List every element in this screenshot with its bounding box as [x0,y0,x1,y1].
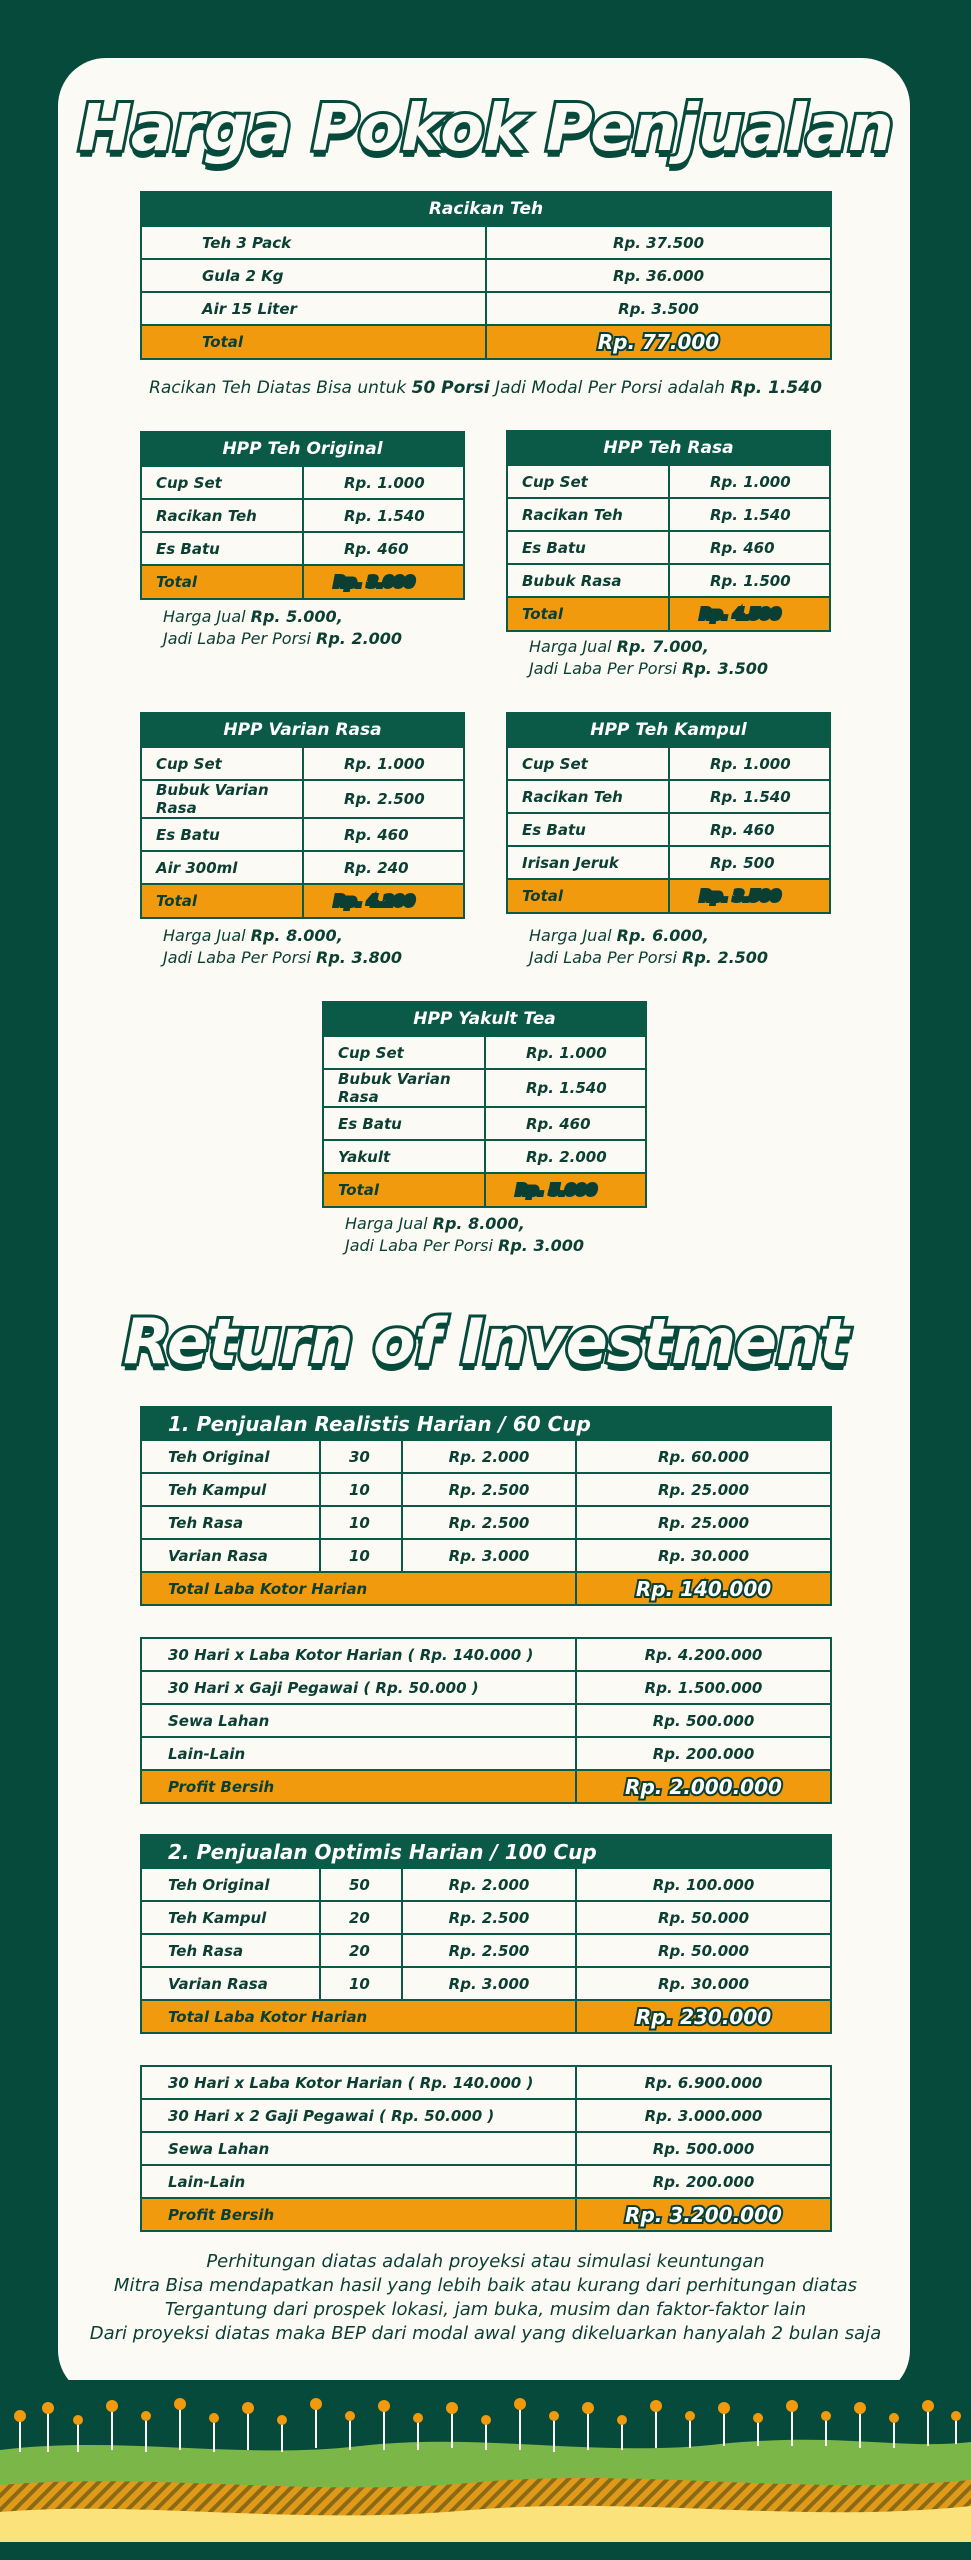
cost-item: Lain-Lain [141,1737,576,1770]
price: Rp. 460 [303,818,464,851]
price: Rp. 240 [303,851,464,884]
racikan-price: Rp. 3.500 [486,292,831,325]
subtotal: Rp. 50.000 [576,1901,831,1934]
product: Teh Rasa [141,1506,320,1539]
varian-rasa-note: Harga Jual Rp. 8.000, Jadi Laba Per Porsi Rp. 3.800 [163,926,403,967]
unit-profit: Rp. 3.000 [402,1967,576,2000]
disclaimer-line: Dari proyeksi diatas maka BEP dari modal awal yang dikeluarkan hanyalah 2 bulan saja [89,2323,882,2344]
qty: 10 [320,1967,402,2000]
subtotal: Rp. 60.000 [576,1440,831,1473]
roi-realistis-cost-table [140,1637,832,1804]
hpp-title: Harga Pokok Penjualan [78,92,893,166]
product: Teh Rasa [141,1934,320,1967]
price: Rp. 460 [669,813,830,846]
racikan-table [140,191,832,360]
item: Yakult [323,1140,485,1173]
subtotal: Rp. 30.000 [576,1967,831,2000]
roi-optimis-cost-table [140,2065,832,2232]
cost-item: 30 Hari x Laba Kotor Harian ( Rp. 140.000 ) [141,2066,576,2099]
qty: 10 [320,1506,402,1539]
product: Varian Rasa [141,1539,320,1572]
cost-item: 30 Hari x Laba Kotor Harian ( Rp. 140.000 ) [141,1638,576,1671]
total-label: Total [507,597,669,631]
hpp-yakult-tea-table [322,1001,647,1208]
item: Es Batu [141,818,303,851]
cost-value: Rp. 1.500.000 [576,1671,831,1704]
item: Racikan Teh [141,499,303,532]
racikan-note: Racikan Teh Diatas Bisa untuk 50 Porsi Jadi Modal Per Porsi adalah Rp. 1.540 [149,378,822,398]
hpp-teh-kampul-table [506,712,831,914]
teh-rasa-note: Harga Jual Rp. 7.000, Jadi Laba Per Porsi Rp. 3.500 [529,637,769,678]
roi-section-title: 1. Penjualan Realistis Harian / 60 Cup [141,1407,831,1440]
price: Rp. 1.540 [303,499,464,532]
table-title: HPP Teh Original [141,432,464,466]
racikan-total: Rp. 77.000 [486,325,831,359]
gross-label: Total Laba Kotor Harian [141,1572,576,1605]
total: Rp. 3.500 [669,879,830,913]
table-title: HPP Yakult Tea [323,1002,646,1036]
product: Teh Kampul [141,1473,320,1506]
price: Rp. 500 [669,846,830,879]
profit-total: Rp. 3.200.000 [576,2198,831,2231]
table-title: HPP Teh Rasa [507,431,830,465]
gross-total: Rp. 140.000 [576,1572,831,1605]
racikan-total-label: Total [141,325,486,359]
cost-value: Rp. 500.000 [576,1704,831,1737]
price: Rp. 460 [303,532,464,565]
subtotal: Rp. 100.000 [576,1868,831,1901]
gross-label: Total Laba Kotor Harian [141,2000,576,2033]
total: Rp. 5.000 [485,1173,646,1207]
teh-original-note: Harga Jual Rp. 5.000, Jadi Laba Per Porsi Rp. 2.000 [163,607,403,648]
item: Es Batu [507,813,669,846]
price: Rp. 460 [669,531,830,564]
item: Irisan Jeruk [507,846,669,879]
item: Racikan Teh [507,498,669,531]
roi-title: Return of Investment [123,1305,848,1378]
item: Cup Set [141,466,303,499]
unit-profit: Rp. 2.500 [402,1506,576,1539]
cost-item: 30 Hari x 2 Gaji Pegawai ( Rp. 50.000 ) [141,2099,576,2132]
total: Rp. 3.000 [303,565,464,599]
roi-realistis-sales-table [140,1406,832,1606]
gross-total: Rp. 230.000 [576,2000,831,2033]
price: Rp. 1.000 [485,1036,646,1069]
disclaimer-line: Tergantung dari prospek lokasi, jam buka, musim dan faktor-faktor lain [164,2299,807,2320]
racikan-item: Teh 3 Pack [141,226,486,259]
price: Rp. 2.500 [303,780,464,818]
hpp-teh-rasa-table [506,430,831,632]
item: Cup Set [141,747,303,780]
profit-label: Profit Bersih [141,1770,576,1803]
price: Rp. 1.540 [669,780,830,813]
total-label: Total [323,1173,485,1207]
cost-item: Lain-Lain [141,2165,576,2198]
price: Rp. 1.540 [485,1069,646,1107]
item: Es Batu [507,531,669,564]
item: Es Batu [141,532,303,565]
price: Rp. 1.500 [669,564,830,597]
hpp-teh-original-table [140,431,465,600]
qty: 10 [320,1473,402,1506]
racikan-item: Air 15 Liter [141,292,486,325]
cost-value: Rp. 6.900.000 [576,2066,831,2099]
disclaimer-line: Perhitungan diatas adalah proyeksi atau simulasi keuntungan [206,2251,765,2272]
profit-total: Rp. 2.000.000 [576,1770,831,1803]
item: Cup Set [323,1036,485,1069]
unit-profit: Rp. 3.000 [402,1539,576,1572]
qty: 50 [320,1868,402,1901]
product: Teh Original [141,1440,320,1473]
cost-value: Rp. 200.000 [576,1737,831,1770]
unit-profit: Rp. 2.000 [402,1868,576,1901]
total: Rp. 4.500 [669,597,830,631]
yakult-tea-note: Harga Jual Rp. 8.000, Jadi Laba Per Porsi Rp. 3.000 [345,1214,585,1255]
total-label: Total [141,884,303,918]
racikan-price: Rp. 36.000 [486,259,831,292]
cost-item: 30 Hari x Gaji Pegawai ( Rp. 50.000 ) [141,1671,576,1704]
table-title: HPP Teh Kampul [507,713,830,747]
item: Cup Set [507,465,669,498]
price: Rp. 460 [485,1107,646,1140]
cost-item: Sewa Lahan [141,1704,576,1737]
item: Bubuk Rasa [507,564,669,597]
item: Bubuk Varian Rasa [141,780,303,818]
total-label: Total [507,879,669,913]
subtotal: Rp. 25.000 [576,1506,831,1539]
profit-label: Profit Bersih [141,2198,576,2231]
item: Bubuk Varian Rasa [323,1069,485,1107]
unit-profit: Rp. 2.000 [402,1440,576,1473]
item: Cup Set [507,747,669,780]
product: Teh Kampul [141,1901,320,1934]
racikan-item: Gula 2 Kg [141,259,486,292]
qty: 10 [320,1539,402,1572]
racikan-title: Racikan Teh [141,192,831,226]
unit-profit: Rp. 2.500 [402,1934,576,1967]
qty: 30 [320,1440,402,1473]
unit-profit: Rp. 2.500 [402,1901,576,1934]
disclaimer-line: Mitra Bisa mendapatkan hasil yang lebih baik atau kurang dari perhitungan diatas [113,2275,858,2296]
total: Rp. 4.200 [303,884,464,918]
table-title: HPP Varian Rasa [141,713,464,747]
price: Rp. 1.000 [303,466,464,499]
subtotal: Rp. 25.000 [576,1473,831,1506]
item: Es Batu [323,1107,485,1140]
cost-value: Rp. 500.000 [576,2132,831,2165]
total-label: Total [141,565,303,599]
product: Varian Rasa [141,1967,320,2000]
footer-decoration [0,2380,971,2560]
product: Teh Original [141,1868,320,1901]
cost-value: Rp. 200.000 [576,2165,831,2198]
teh-kampul-note: Harga Jual Rp. 6.000, Jadi Laba Per Porsi Rp. 2.500 [529,926,769,967]
roi-section-title: 2. Penjualan Optimis Harian / 100 Cup [141,1835,831,1868]
price: Rp. 1.540 [669,498,830,531]
item: Air 300ml [141,851,303,884]
qty: 20 [320,1934,402,1967]
cost-item: Sewa Lahan [141,2132,576,2165]
unit-profit: Rp. 2.500 [402,1473,576,1506]
price: Rp. 1.000 [669,747,830,780]
item: Racikan Teh [507,780,669,813]
price: Rp. 1.000 [669,465,830,498]
price: Rp. 2.000 [485,1140,646,1173]
roi-optimis-sales-table [140,1834,832,2034]
qty: 20 [320,1901,402,1934]
subtotal: Rp. 50.000 [576,1934,831,1967]
disclaimer [0,2250,971,2346]
hpp-varian-rasa-table [140,712,465,919]
price: Rp. 1.000 [303,747,464,780]
racikan-price: Rp. 37.500 [486,226,831,259]
cost-value: Rp. 3.000.000 [576,2099,831,2132]
cost-value: Rp. 4.200.000 [576,1638,831,1671]
subtotal: Rp. 30.000 [576,1539,831,1572]
